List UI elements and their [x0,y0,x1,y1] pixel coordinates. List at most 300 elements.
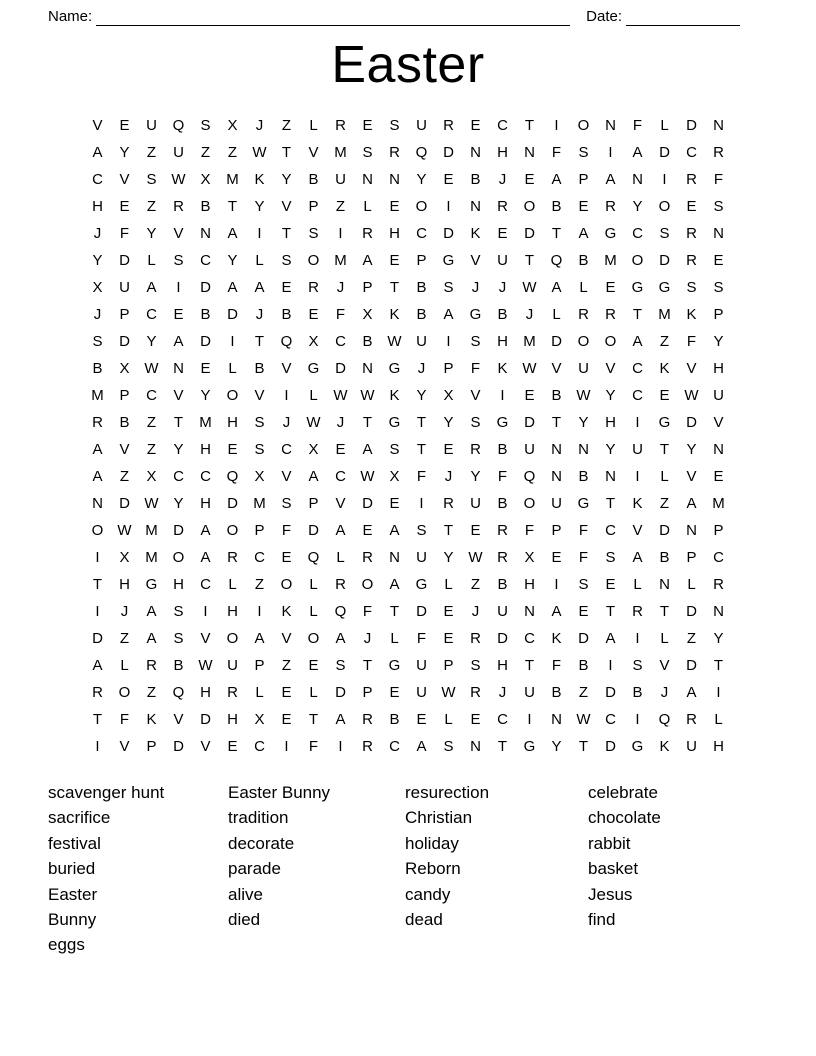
grid-cell[interactable]: Y [605,387,616,404]
grid-cell[interactable]: A [92,468,103,485]
grid-cell[interactable]: K [146,711,157,728]
grid-cell[interactable]: A [254,630,265,647]
grid-cell[interactable]: U [227,657,238,674]
grid-cell[interactable]: B [92,360,103,377]
grid-cell[interactable]: R [470,630,481,647]
grid-cell[interactable]: G [496,414,509,431]
word-list-item[interactable]: celebrate [588,783,658,802]
grid-cell[interactable]: S [200,117,211,134]
grid-cell[interactable]: C [281,441,292,458]
grid-cell[interactable]: A [308,468,319,485]
grid-cell[interactable]: L [687,576,696,593]
grid-cell[interactable]: R [713,144,724,161]
grid-cell[interactable]: A [362,441,373,458]
grid-cell[interactable]: J [120,603,129,620]
grid-cell[interactable]: M [658,306,671,323]
grid-cell[interactable]: L [660,630,669,647]
grid-cell[interactable]: O [577,333,590,350]
grid-cell[interactable]: D [362,495,373,512]
grid-cell[interactable]: G [658,279,671,296]
grid-cell[interactable]: E [281,711,292,728]
grid-cell[interactable]: N [551,468,562,485]
grid-cell[interactable]: N [470,144,481,161]
grid-cell[interactable]: L [309,603,318,620]
grid-cell[interactable]: U [686,738,697,755]
grid-cell[interactable]: R [605,198,616,215]
grid-cell[interactable]: N [524,603,535,620]
grid-cell[interactable]: T [551,414,562,431]
grid-cell[interactable]: M [91,387,104,404]
grid-cell[interactable]: K [389,306,400,323]
grid-cell[interactable]: L [336,549,345,566]
date-input-line[interactable] [626,12,740,26]
grid-cell[interactable]: K [686,306,697,323]
word-list-item[interactable]: sacrifice [48,808,111,828]
grid-cell[interactable]: J [498,279,507,296]
grid-cell[interactable]: W [387,333,402,350]
grid-cell[interactable]: O [631,252,644,269]
word-list-item[interactable]: dead [405,910,443,930]
grid-cell[interactable]: F [470,360,481,377]
grid-cell[interactable]: U [146,117,157,134]
grid-cell[interactable]: V [200,738,211,755]
grid-cell[interactable]: A [416,738,427,755]
grid-cell[interactable]: K [632,495,643,512]
grid-cell[interactable]: A [389,576,400,593]
grid-cell[interactable]: D [659,522,670,539]
grid-cell[interactable]: D [686,117,697,134]
grid-cell[interactable]: N [389,549,400,566]
grid-cell[interactable]: W [144,360,159,377]
grid-cell[interactable]: N [632,171,643,188]
grid-cell[interactable]: F [713,171,724,188]
word-list-item[interactable]: rabbit [588,833,631,853]
grid-cell[interactable]: R [173,198,184,215]
grid-cell[interactable]: P [146,738,157,755]
grid-cell[interactable]: U [416,549,427,566]
grid-cell[interactable]: Y [470,468,481,485]
grid-cell[interactable]: F [524,522,535,539]
grid-cell[interactable]: P [119,387,130,404]
grid-cell[interactable]: V [173,387,184,404]
grid-cell[interactable]: N [713,225,724,242]
grid-cell[interactable]: M [523,333,536,350]
grid-cell[interactable]: H [497,144,508,161]
grid-cell[interactable]: S [578,576,589,593]
grid-cell[interactable]: I [446,198,451,215]
word-list-item[interactable]: festival [48,833,101,853]
grid-cell[interactable]: R [227,549,238,566]
grid-cell[interactable]: K [551,630,562,647]
grid-cell[interactable]: T [389,603,400,620]
grid-cell[interactable]: V [281,468,292,485]
grid-cell[interactable]: O [361,576,374,593]
grid-cell[interactable]: R [686,711,697,728]
grid-cell[interactable]: J [498,171,507,188]
grid-cell[interactable]: N [605,468,616,485]
grid-cell[interactable]: N [713,441,724,458]
grid-cell[interactable]: B [578,657,589,674]
grid-cell[interactable]: U [416,333,427,350]
grid-cell[interactable]: E [389,684,400,701]
grid-cell[interactable]: C [632,225,643,242]
grid-cell[interactable]: Z [146,198,157,215]
grid-cell[interactable]: N [659,576,670,593]
grid-cell[interactable]: S [713,198,724,215]
grid-cell[interactable]: G [388,414,401,431]
grid-cell[interactable]: S [281,495,292,512]
grid-cell[interactable]: Y [443,549,454,566]
grid-cell[interactable]: A [92,144,103,161]
word-list-item[interactable]: Easter Bunny [228,783,331,802]
grid-cell[interactable]: Y [713,630,724,647]
name-input-line[interactable] [96,12,570,26]
grid-cell[interactable]: Z [281,117,292,134]
grid-cell[interactable]: C [92,171,103,188]
grid-cell[interactable]: K [470,225,481,242]
grid-cell[interactable]: M [145,522,158,539]
grid-cell[interactable]: B [551,684,562,701]
grid-cell[interactable]: M [226,171,239,188]
grid-cell[interactable]: E [362,117,373,134]
grid-cell[interactable]: M [604,252,617,269]
grid-cell[interactable]: I [716,684,721,701]
grid-cell[interactable]: S [470,657,481,674]
grid-cell[interactable]: D [173,522,184,539]
grid-cell[interactable]: R [362,738,373,755]
grid-cell[interactable]: F [335,306,346,323]
grid-cell[interactable]: A [632,144,643,161]
grid-cell[interactable]: L [444,576,453,593]
grid-cell[interactable]: O [415,198,428,215]
grid-cell[interactable]: E [362,522,373,539]
grid-cell[interactable]: V [686,468,697,485]
grid-cell[interactable]: T [713,657,724,674]
grid-cell[interactable]: N [362,360,373,377]
grid-cell[interactable]: C [605,522,616,539]
word-list-item[interactable]: parade [228,859,281,879]
grid-cell[interactable]: P [308,495,319,512]
grid-cell[interactable]: A [335,630,346,647]
grid-cell[interactable]: Y [632,198,643,215]
grid-cell[interactable]: N [713,117,724,134]
grid-cell[interactable]: W [360,468,375,485]
grid-cell[interactable]: A [92,441,103,458]
grid-cell[interactable]: W [171,171,186,188]
grid-cell[interactable]: P [686,549,697,566]
grid-cell[interactable]: R [686,225,697,242]
grid-cell[interactable]: X [92,279,103,296]
grid-cell[interactable]: X [254,468,265,485]
grid-cell[interactable]: H [497,333,508,350]
grid-cell[interactable]: G [631,738,644,755]
grid-cell[interactable]: E [470,117,481,134]
grid-cell[interactable]: C [146,387,157,404]
grid-cell[interactable]: H [200,684,211,701]
grid-cell[interactable]: S [173,630,184,647]
grid-cell[interactable]: B [578,252,589,269]
grid-cell[interactable]: I [608,144,613,161]
grid-cell[interactable]: Q [658,711,671,728]
grid-cell[interactable]: Z [146,144,157,161]
grid-cell[interactable]: A [146,279,157,296]
grid-cell[interactable]: K [281,603,292,620]
grid-cell[interactable]: W [576,711,591,728]
grid-cell[interactable]: A [551,171,562,188]
grid-cell[interactable]: E [443,441,454,458]
grid-cell[interactable]: D [119,333,130,350]
grid-cell[interactable]: E [605,576,616,593]
grid-cell[interactable]: T [92,711,103,728]
grid-cell[interactable]: P [713,306,724,323]
grid-cell[interactable]: U [416,657,427,674]
grid-cell[interactable]: N [92,495,103,512]
grid-cell[interactable]: D [416,603,427,620]
grid-cell[interactable]: X [308,441,319,458]
grid-cell[interactable]: T [389,279,400,296]
grid-cell[interactable]: T [524,252,535,269]
grid-cell[interactable]: T [659,603,670,620]
grid-cell[interactable]: B [119,414,130,431]
grid-cell[interactable]: I [230,333,235,350]
grid-cell[interactable]: T [227,198,238,215]
grid-cell[interactable]: U [497,603,508,620]
grid-cell[interactable]: T [308,711,319,728]
grid-cell[interactable]: P [443,657,454,674]
grid-cell[interactable]: B [254,360,265,377]
grid-cell[interactable]: V [254,387,265,404]
grid-cell[interactable]: F [281,522,292,539]
grid-cell[interactable]: E [308,657,319,674]
grid-cell[interactable]: F [686,333,697,350]
grid-cell[interactable]: I [446,333,451,350]
word-list-item[interactable]: holiday [405,833,459,853]
grid-cell[interactable]: B [497,441,508,458]
grid-cell[interactable]: S [605,549,616,566]
grid-cell[interactable]: R [443,117,454,134]
grid-cell[interactable]: L [255,252,264,269]
grid-cell[interactable]: I [95,549,100,566]
grid-cell[interactable]: C [200,468,211,485]
grid-cell[interactable]: S [578,144,589,161]
grid-cell[interactable]: R [470,684,481,701]
grid-cell[interactable]: F [362,603,373,620]
grid-cell[interactable]: Y [443,414,454,431]
grid-cell[interactable]: A [551,279,562,296]
grid-cell[interactable]: Z [659,333,670,350]
grid-cell[interactable]: B [659,549,670,566]
grid-cell[interactable]: N [551,441,562,458]
grid-cell[interactable]: Z [686,630,697,647]
grid-cell[interactable]: X [146,468,157,485]
grid-cell[interactable]: D [308,522,319,539]
grid-cell[interactable]: D [605,738,616,755]
grid-cell[interactable]: A [254,279,265,296]
grid-cell[interactable]: I [662,171,667,188]
grid-cell[interactable]: S [713,279,724,296]
grid-cell[interactable]: J [444,468,453,485]
grid-cell[interactable]: D [686,657,697,674]
grid-cell[interactable]: D [200,279,211,296]
grid-cell[interactable]: Q [172,117,185,134]
grid-cell[interactable]: P [362,684,373,701]
grid-cell[interactable]: T [578,738,589,755]
grid-cell[interactable]: S [254,441,265,458]
grid-cell[interactable]: I [95,738,100,755]
grid-cell[interactable]: C [254,549,265,566]
grid-cell[interactable]: R [686,171,697,188]
grid-cell[interactable]: U [470,495,481,512]
grid-cell[interactable]: V [470,252,481,269]
grid-cell[interactable]: T [443,522,454,539]
grid-cell[interactable]: L [309,576,318,593]
grid-cell[interactable]: I [527,711,532,728]
grid-cell[interactable]: B [578,468,589,485]
grid-cell[interactable]: B [497,576,508,593]
grid-cell[interactable]: S [308,225,319,242]
grid-cell[interactable]: V [605,360,616,377]
grid-cell[interactable]: E [227,441,238,458]
grid-cell[interactable]: P [443,360,454,377]
grid-cell[interactable]: N [389,171,400,188]
grid-cell[interactable]: D [200,711,211,728]
grid-cell[interactable]: N [524,144,535,161]
grid-cell[interactable]: D [497,630,508,647]
grid-cell[interactable]: T [524,657,535,674]
grid-cell[interactable]: I [203,603,208,620]
grid-cell[interactable]: A [227,225,238,242]
grid-cell[interactable]: L [228,576,237,593]
grid-cell[interactable]: E [389,252,400,269]
grid-cell[interactable]: S [443,279,454,296]
grid-cell[interactable]: F [308,738,319,755]
grid-cell[interactable]: A [200,522,211,539]
grid-cell[interactable]: L [309,387,318,404]
grid-cell[interactable]: D [659,252,670,269]
grid-cell[interactable]: V [92,117,103,134]
grid-cell[interactable]: Q [415,144,428,161]
grid-cell[interactable]: W [252,144,267,161]
grid-cell[interactable]: R [632,603,643,620]
grid-cell[interactable]: V [173,711,184,728]
grid-cell[interactable]: R [497,549,508,566]
grid-cell[interactable]: R [470,441,481,458]
grid-cell[interactable]: V [632,522,643,539]
grid-cell[interactable]: V [470,387,481,404]
grid-cell[interactable]: P [713,522,724,539]
grid-cell[interactable]: U [416,684,427,701]
grid-cell[interactable]: O [226,387,239,404]
grid-cell[interactable]: S [686,279,697,296]
word-list-item[interactable]: eggs [48,935,85,955]
grid-cell[interactable]: L [444,711,453,728]
grid-cell[interactable]: V [119,738,130,755]
grid-cell[interactable]: I [284,387,289,404]
grid-cell[interactable]: M [712,495,725,512]
grid-cell[interactable]: N [686,522,697,539]
grid-cell[interactable]: G [469,306,482,323]
grid-cell[interactable]: U [551,495,562,512]
grid-cell[interactable]: R [443,495,454,512]
grid-cell[interactable]: L [660,117,669,134]
grid-cell[interactable]: E [281,549,292,566]
grid-cell[interactable]: J [93,225,102,242]
grid-cell[interactable]: P [362,279,373,296]
grid-cell[interactable]: H [200,441,211,458]
grid-cell[interactable]: W [144,495,159,512]
grid-cell[interactable]: B [308,171,319,188]
grid-cell[interactable]: Y [416,171,427,188]
grid-cell[interactable]: J [660,684,669,701]
grid-cell[interactable]: C [335,468,346,485]
grid-cell[interactable]: O [226,522,239,539]
grid-cell[interactable]: E [227,738,238,755]
grid-cell[interactable]: I [500,387,505,404]
grid-cell[interactable]: W [522,360,537,377]
grid-cell[interactable]: L [390,630,399,647]
grid-cell[interactable]: X [254,711,265,728]
grid-cell[interactable]: G [307,360,320,377]
word-list-item[interactable]: Easter [48,884,98,904]
grid-cell[interactable]: D [200,333,211,350]
grid-cell[interactable]: X [308,333,319,350]
grid-cell[interactable]: L [579,279,588,296]
grid-cell[interactable]: F [497,468,508,485]
word-list-item[interactable]: tradition [228,808,289,828]
grid-cell[interactable]: O [658,198,671,215]
grid-cell[interactable]: D [686,414,697,431]
grid-cell[interactable]: C [632,360,643,377]
grid-cell[interactable]: L [255,684,264,701]
grid-cell[interactable]: P [308,198,319,215]
grid-cell[interactable]: G [604,225,617,242]
grid-cell[interactable]: E [173,306,184,323]
grid-cell[interactable]: I [554,576,559,593]
word-list-item[interactable]: alive [228,884,263,904]
grid-cell[interactable]: D [524,225,535,242]
grid-cell[interactable]: K [659,360,670,377]
word-list-item[interactable]: died [228,910,261,930]
grid-cell[interactable]: J [498,684,507,701]
grid-cell[interactable]: H [227,711,238,728]
grid-cell[interactable]: W [468,549,483,566]
grid-cell[interactable]: D [335,684,346,701]
grid-cell[interactable]: Q [226,468,239,485]
grid-cell[interactable]: N [200,225,211,242]
grid-cell[interactable]: N [470,198,481,215]
grid-cell[interactable]: D [335,360,346,377]
grid-cell[interactable]: O [91,522,104,539]
grid-cell[interactable]: P [119,306,130,323]
grid-cell[interactable]: B [281,306,292,323]
grid-cell[interactable]: U [335,171,346,188]
grid-cell[interactable]: H [524,576,535,593]
grid-cell[interactable]: A [227,279,238,296]
grid-cell[interactable]: P [416,252,427,269]
grid-cell[interactable]: G [658,414,671,431]
grid-cell[interactable]: P [551,522,562,539]
grid-cell[interactable]: J [471,279,480,296]
grid-cell[interactable]: R [605,306,616,323]
grid-cell[interactable]: U [173,144,184,161]
grid-cell[interactable]: H [92,198,103,215]
grid-cell[interactable]: D [119,495,130,512]
grid-cell[interactable]: E [686,198,697,215]
grid-cell[interactable]: R [362,711,373,728]
grid-cell[interactable]: G [145,576,158,593]
grid-cell[interactable]: V [281,360,292,377]
grid-cell[interactable]: D [551,333,562,350]
